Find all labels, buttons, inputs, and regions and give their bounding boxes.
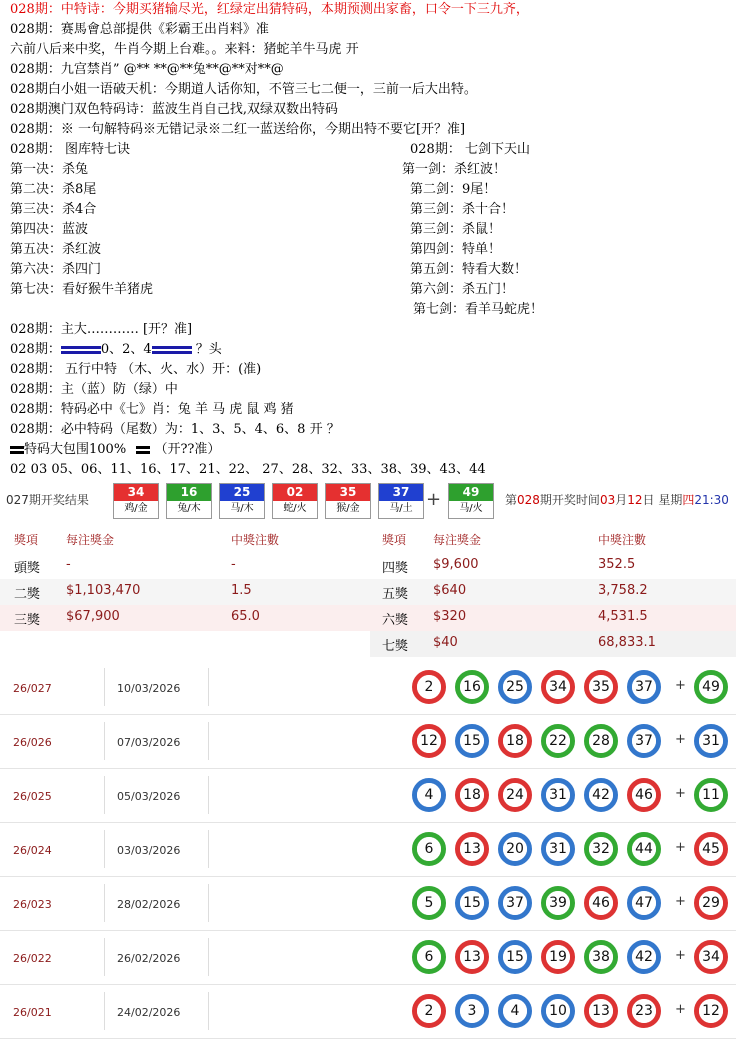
history-issue: 26/025 xyxy=(13,790,52,803)
history-ball xyxy=(541,670,575,704)
column-divider xyxy=(208,884,209,922)
white-lady-line: 028期白小姐一语破天机：今期道人话你知，不管三七二便一，三前一后大出特。 xyxy=(10,82,477,97)
draw-number: 25 xyxy=(220,484,264,501)
draw-number-box xyxy=(219,483,265,519)
five-elements-line: 028期： 五行中特 （木、火、水）开：(准) xyxy=(10,362,262,377)
previous-draw-label: 027期开奖结果 xyxy=(6,493,89,507)
draw-number-box xyxy=(272,483,318,519)
history-ball xyxy=(412,778,446,812)
divider-bar-icon xyxy=(152,346,192,354)
jue-item: 第五决：杀红波 xyxy=(10,242,102,257)
history-special-ball xyxy=(694,994,728,1028)
history-ball xyxy=(455,724,489,758)
package-title: 特码大包围100% xyxy=(24,442,127,457)
ball-number: 24 xyxy=(503,783,527,807)
history-ball xyxy=(412,994,446,1028)
draw-time-day: 12 xyxy=(627,493,643,507)
ball-number: 39 xyxy=(546,891,570,915)
column-divider xyxy=(208,992,209,1030)
history-row xyxy=(0,822,736,877)
draw-zodiac: 马/木 xyxy=(230,503,254,514)
prize-header: 中獎注數 xyxy=(231,533,280,547)
ball-number: 25 xyxy=(503,675,527,699)
next-draw-time xyxy=(505,491,729,508)
history-ball xyxy=(455,778,489,812)
nine-palace-line: 028期：九宫禁肖” @** **@**兔**@**对**@ xyxy=(10,62,284,77)
number-list-line: 02 03 05、06、11、16、17、21、22、 27、28、32、33、38、39、43、44 xyxy=(10,462,486,477)
ball-number: 4 xyxy=(417,783,441,807)
ball-number: 47 xyxy=(632,891,656,915)
history-ball xyxy=(627,994,661,1028)
ball-number: 19 xyxy=(546,945,570,969)
prize-amount: $320 xyxy=(433,609,467,624)
color-line: 028期：主（蓝）防（绿）中 xyxy=(10,382,178,397)
draw-number-box xyxy=(113,483,159,519)
history-issue: 26/022 xyxy=(13,952,52,965)
hint-line: 六前八后来中奖，牛肖今期上台难。。来料：猪蛇羊牛马虎 开 xyxy=(10,42,359,57)
history-date: 07/03/2026 xyxy=(117,736,181,749)
prize-amount: $640 xyxy=(433,583,467,598)
prize-header-row xyxy=(0,527,736,554)
column-divider xyxy=(104,830,105,868)
ball-number: 13 xyxy=(460,945,484,969)
history-ball xyxy=(455,832,489,866)
history-row xyxy=(0,768,736,823)
history-ball xyxy=(627,724,661,758)
ball-number: 37 xyxy=(632,729,656,753)
prize-row xyxy=(0,579,736,605)
draw-time-month: 03 xyxy=(599,493,616,507)
special-number-box xyxy=(448,483,494,519)
ball-number: 11 xyxy=(699,783,723,807)
history-special-ball xyxy=(694,886,728,920)
ball-number: 32 xyxy=(589,837,613,861)
prize-tier: 二獎 xyxy=(14,587,41,602)
plus-sign: + xyxy=(426,489,442,510)
jue-item: 第三决：杀4合 xyxy=(10,202,97,217)
history-row xyxy=(0,660,736,715)
ball-number: 44 xyxy=(632,837,656,861)
plus-sign: + xyxy=(675,894,686,909)
ball-number: 38 xyxy=(589,945,613,969)
draw-number: 16 xyxy=(167,484,211,501)
column-divider xyxy=(208,938,209,976)
column-divider xyxy=(104,722,105,760)
history-row xyxy=(0,714,736,769)
draw-number-box xyxy=(325,483,371,519)
history-ball xyxy=(627,832,661,866)
draw-time-month-unit: 月 xyxy=(615,493,628,507)
ball-number: 4 xyxy=(503,999,527,1023)
history-ball xyxy=(498,886,532,920)
history-ball xyxy=(412,724,446,758)
prize-tier: 四獎 xyxy=(382,561,409,576)
history-ball xyxy=(627,778,661,812)
ball-number: 34 xyxy=(699,945,723,969)
prize-winners: 68,833.1 xyxy=(598,635,656,650)
prize-amount: $67,900 xyxy=(66,609,120,624)
history-ball xyxy=(498,778,532,812)
ball-number: 18 xyxy=(460,783,484,807)
jian-title: 028期： 七剑下天山 xyxy=(410,142,530,157)
history-ball xyxy=(584,724,618,758)
prize-winners: 4,531.5 xyxy=(598,609,648,624)
draw-time-label: 期开奖时间 xyxy=(539,493,600,507)
jue-title: 028期： 图库特七诀 xyxy=(10,142,130,157)
ball-number: 37 xyxy=(503,891,527,915)
history-ball xyxy=(584,832,618,866)
history-date: 26/02/2026 xyxy=(117,952,181,965)
ball-number: 29 xyxy=(699,891,723,915)
ball-number: 20 xyxy=(503,837,527,861)
ball-number: 15 xyxy=(503,945,527,969)
column-divider xyxy=(208,830,209,868)
history-ball xyxy=(627,670,661,704)
history-ball xyxy=(498,670,532,704)
column-divider xyxy=(208,776,209,814)
draw-number-box xyxy=(378,483,424,519)
prize-amount: $1,103,470 xyxy=(66,583,141,598)
history-ball xyxy=(584,670,618,704)
ball-number: 15 xyxy=(460,891,484,915)
history-ball xyxy=(541,724,575,758)
prize-winners: 1.5 xyxy=(231,583,252,598)
history-ball xyxy=(541,940,575,974)
plus-sign: + xyxy=(675,732,686,747)
plus-sign: + xyxy=(675,840,686,855)
prize-tier: 三獎 xyxy=(14,613,41,628)
draw-zodiac: 兔/木 xyxy=(177,503,201,514)
history-issue: 26/026 xyxy=(13,736,52,749)
history-ball xyxy=(541,994,575,1028)
column-divider xyxy=(104,884,105,922)
main-size-line: 028期：主大………… [开？准] xyxy=(10,322,193,337)
ball-number: 15 xyxy=(460,729,484,753)
history-ball xyxy=(455,886,489,920)
ball-number: 37 xyxy=(632,675,656,699)
history-date: 03/03/2026 xyxy=(117,844,181,857)
draw-zodiac: 鸡/金 xyxy=(124,503,148,514)
history-date: 24/02/2026 xyxy=(117,1006,181,1019)
draw-number: 37 xyxy=(379,484,423,501)
package-note: （开??准） xyxy=(150,442,221,457)
source-line: 028期：赛馬會总部提供《彩霸王出肖料》准 xyxy=(10,22,269,37)
draw-time-weekday-label: 日 星期 xyxy=(642,493,683,507)
plus-sign: + xyxy=(675,678,686,693)
prize-header: 獎項 xyxy=(382,533,407,547)
column-divider xyxy=(104,992,105,1030)
history-ball xyxy=(584,778,618,812)
draw-zodiac: 马/土 xyxy=(389,503,413,514)
ball-number: 3 xyxy=(460,999,484,1023)
ball-number: 12 xyxy=(417,729,441,753)
prize-winners: 3,758.2 xyxy=(598,583,648,598)
prize-row xyxy=(0,605,736,631)
plus-sign: + xyxy=(675,1002,686,1017)
ball-number: 31 xyxy=(699,729,723,753)
ball-number: 46 xyxy=(589,891,613,915)
ball-number: 42 xyxy=(632,945,656,969)
ball-number: 16 xyxy=(460,675,484,699)
head-line-suffix: ？头 xyxy=(191,342,222,357)
ball-number: 46 xyxy=(632,783,656,807)
ball-number: 5 xyxy=(417,891,441,915)
ball-number: 31 xyxy=(546,783,570,807)
draw-number-box xyxy=(166,483,212,519)
draw-zodiac: 蛇/火 xyxy=(283,503,307,514)
jian-item: 第七剑：看羊马蛇虎！ xyxy=(413,302,544,317)
ball-number: 6 xyxy=(417,945,441,969)
prize-table xyxy=(0,527,736,653)
history-issue: 26/027 xyxy=(13,682,52,695)
history-special-ball xyxy=(694,778,728,812)
divider-bar-icon xyxy=(61,346,101,354)
draw-zodiac: 猴/金 xyxy=(336,503,360,514)
special-number: 49 xyxy=(449,484,493,501)
head-line-prefix: 028期： xyxy=(10,342,61,357)
ball-number: 42 xyxy=(589,783,613,807)
history-row xyxy=(0,876,736,931)
ball-number: 35 xyxy=(589,675,613,699)
history-date: 05/03/2026 xyxy=(117,790,181,803)
history-ball xyxy=(498,832,532,866)
jue-item: 第六决：杀四门 xyxy=(10,262,102,277)
column-divider xyxy=(104,776,105,814)
jian-item: 第一剑：杀红波！ xyxy=(402,162,507,177)
draw-time-prefix: 第 xyxy=(505,493,518,507)
history-ball xyxy=(498,724,532,758)
jian-item: 第三剑：杀鼠！ xyxy=(410,222,502,237)
history-row xyxy=(0,984,736,1039)
jue-item: 第二决：杀8尾 xyxy=(10,182,97,197)
history-ball xyxy=(412,832,446,866)
history-ball xyxy=(412,886,446,920)
history-ball xyxy=(627,886,661,920)
prize-header: 獎項 xyxy=(14,533,39,547)
history-ball xyxy=(412,670,446,704)
ball-number: 31 xyxy=(546,837,570,861)
head-line xyxy=(10,340,222,360)
jian-item: 第四剑：特单！ xyxy=(410,242,502,257)
prize-amount: $9,600 xyxy=(433,557,479,572)
prize-winners: 352.5 xyxy=(598,557,636,572)
history-ball xyxy=(541,832,575,866)
divider-bar-icon xyxy=(136,446,150,454)
jue-item: 第一决：杀兔 xyxy=(10,162,89,177)
prize-header: 每注獎金 xyxy=(433,533,482,547)
head-line-values: 0、2、4 xyxy=(100,342,152,357)
draw-history xyxy=(0,660,736,1037)
history-special-ball xyxy=(694,832,728,866)
history-special-ball xyxy=(694,670,728,704)
history-ball xyxy=(584,940,618,974)
ball-number: 45 xyxy=(699,837,723,861)
ball-number: 6 xyxy=(417,837,441,861)
ball-number: 23 xyxy=(632,999,656,1023)
divider-bar-icon xyxy=(10,446,24,454)
history-special-ball xyxy=(694,724,728,758)
plus-sign: + xyxy=(675,948,686,963)
history-ball xyxy=(584,886,618,920)
macau-poem-line: 028期澳门双色特码诗：蓝波生肖自己找,双绿双数出特码 xyxy=(10,102,338,117)
jian-item: 第二剑：9尾！ xyxy=(410,182,497,197)
column-divider xyxy=(104,668,105,706)
draw-number: 35 xyxy=(326,484,370,501)
draw-time-issue: 028 xyxy=(517,493,540,507)
history-issue: 26/021 xyxy=(13,1006,52,1019)
prize-tier: 五獎 xyxy=(382,587,409,602)
ball-number: 2 xyxy=(417,999,441,1023)
jian-item: 第六剑：杀五门！ xyxy=(410,282,515,297)
jian-item: 第五剑：特看大数！ xyxy=(410,262,528,277)
history-special-ball xyxy=(694,940,728,974)
seven-zodiac-line: 028期：特码必中《七》肖：兔 羊 马 虎 鼠 鸡 猪 xyxy=(10,402,294,417)
prize-tier: 六獎 xyxy=(382,613,409,628)
draw-time-clock: 21:30 xyxy=(694,493,729,507)
history-date: 28/02/2026 xyxy=(117,898,181,911)
draw-number: 02 xyxy=(273,484,317,501)
history-ball xyxy=(541,778,575,812)
jue-item: 第七决：看好猴牛羊猪虎 xyxy=(10,282,154,297)
prize-tier: 頭獎 xyxy=(14,561,41,576)
jian-item: 第三剑：杀十合！ xyxy=(410,202,515,217)
history-ball xyxy=(498,940,532,974)
prize-winners: 65.0 xyxy=(231,609,260,624)
ball-number: 12 xyxy=(699,999,723,1023)
tail-line: 028期：必中特码（尾数）为：1、3、5、4、6、8 开 ？ xyxy=(10,422,340,437)
prize-amount: - xyxy=(66,557,71,572)
ball-number: 49 xyxy=(699,675,723,699)
ball-number: 34 xyxy=(546,675,570,699)
prize-amount: $40 xyxy=(433,635,458,650)
history-ball xyxy=(455,994,489,1028)
history-issue: 26/023 xyxy=(13,898,52,911)
ball-number: 22 xyxy=(546,729,570,753)
ball-number: 13 xyxy=(460,837,484,861)
history-row xyxy=(0,930,736,985)
prize-row xyxy=(0,553,736,579)
prize-tier: 七獎 xyxy=(382,639,409,654)
jue-item: 第四决：蓝波 xyxy=(10,222,89,237)
poem-line: 028期：中特诗：今期买猪输尽光，红绿定出猜特码，本期预测出家畜，口令一下三九齐， xyxy=(10,2,529,17)
previous-draw xyxy=(0,481,736,521)
history-issue: 26/024 xyxy=(13,844,52,857)
draw-time-weekday: 四 xyxy=(682,493,695,507)
history-ball xyxy=(541,886,575,920)
one-sentence-line: 028期：※ 一句解特码※无错记录※二红一蓝送给你，今期出特不要它[开？准] xyxy=(10,122,466,137)
column-divider xyxy=(208,668,209,706)
prize-winners: - xyxy=(231,557,236,572)
special-zodiac: 马/火 xyxy=(459,503,483,514)
draw-number: 34 xyxy=(114,484,158,501)
column-divider xyxy=(208,722,209,760)
history-date: 10/03/2026 xyxy=(117,682,181,695)
prize-header: 每注獎金 xyxy=(66,533,115,547)
ball-number: 10 xyxy=(546,999,570,1023)
plus-sign: + xyxy=(675,786,686,801)
prize-header: 中獎注數 xyxy=(598,533,647,547)
history-ball xyxy=(455,670,489,704)
ball-number: 2 xyxy=(417,675,441,699)
column-divider xyxy=(104,938,105,976)
prize-row xyxy=(0,631,736,657)
history-ball xyxy=(455,940,489,974)
history-ball xyxy=(412,940,446,974)
package-line xyxy=(10,440,220,460)
ball-number: 18 xyxy=(503,729,527,753)
history-ball xyxy=(584,994,618,1028)
history-ball xyxy=(627,940,661,974)
history-ball xyxy=(498,994,532,1028)
ball-number: 28 xyxy=(589,729,613,753)
ball-number: 13 xyxy=(589,999,613,1023)
